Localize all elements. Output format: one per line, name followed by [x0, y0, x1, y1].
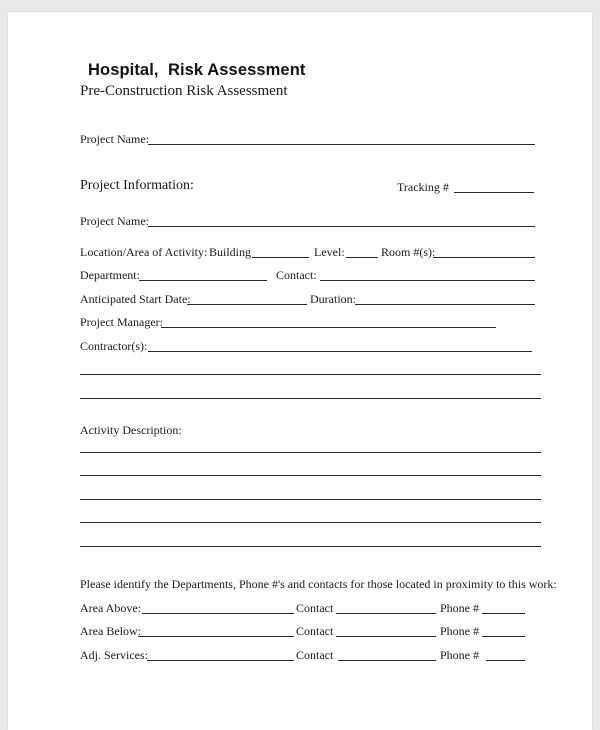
- activity-description-label: Activity Description:: [80, 423, 182, 437]
- building-label: Building: [209, 245, 252, 259]
- contact-blank[interactable]: [320, 280, 535, 281]
- project-name-label-2: Project Name:: [80, 214, 149, 228]
- proximity-contact-label: Contact: [296, 601, 334, 615]
- proximity-department-blank[interactable]: [147, 660, 294, 661]
- contractors-blank[interactable]: [148, 351, 532, 352]
- contractors-blank-extra[interactable]: [80, 374, 541, 375]
- contractors-blank-extra[interactable]: [80, 398, 541, 399]
- department-label: Department:: [80, 268, 140, 282]
- contact-label: Contact:: [276, 268, 317, 282]
- proximity-phone-label: Phone #: [440, 601, 479, 615]
- department-blank[interactable]: [139, 280, 267, 281]
- building-blank[interactable]: [252, 257, 309, 258]
- activity-description-blank[interactable]: [80, 452, 541, 453]
- proximity-phone-label: Phone #: [440, 648, 479, 662]
- project-name-blank-2[interactable]: [148, 226, 535, 227]
- proximity-contact-blank[interactable]: [336, 636, 436, 637]
- proximity-phone-blank[interactable]: [482, 613, 525, 614]
- proximity-contact-blank[interactable]: [336, 613, 436, 614]
- proximity-department-blank[interactable]: [138, 636, 294, 637]
- proximity-row-label: Area Below:: [80, 624, 141, 638]
- level-label: Level:: [314, 245, 345, 259]
- project-manager-label: Project Manager:: [80, 315, 163, 329]
- proximity-row-label: Adj. Services:: [80, 648, 148, 662]
- duration-label: Duration:: [310, 292, 356, 306]
- contractors-label: Contractor(s):: [80, 339, 148, 353]
- room-label: Room #(s):: [381, 245, 436, 259]
- proximity-phone-blank[interactable]: [486, 660, 525, 661]
- proximity-department-blank[interactable]: [142, 613, 294, 614]
- level-blank[interactable]: [346, 257, 378, 258]
- project-manager-blank[interactable]: [161, 327, 496, 328]
- start-date-blank[interactable]: [187, 304, 307, 305]
- proximity-row-label: Area Above:: [80, 601, 141, 615]
- project-name-label: Project Name:: [80, 132, 149, 146]
- document-title: Hospital, Risk Assessment: [88, 61, 306, 79]
- proximity-contact-blank[interactable]: [338, 660, 436, 661]
- room-blank[interactable]: [433, 257, 535, 258]
- proximity-contact-label: Contact: [296, 648, 334, 662]
- tracking-blank[interactable]: [454, 192, 534, 193]
- proximity-instruction: Please identify the Departments, Phone #'s and contacts for those located in proximity to this work:: [80, 577, 557, 591]
- start-date-label: Anticipated Start Date:: [80, 292, 191, 306]
- project-information-heading: Project Information:: [80, 178, 194, 193]
- activity-description-blank[interactable]: [80, 546, 541, 547]
- tracking-label: Tracking #: [397, 180, 449, 194]
- duration-blank[interactable]: [355, 304, 535, 305]
- activity-description-blank[interactable]: [80, 475, 541, 476]
- document-page: [8, 12, 592, 730]
- proximity-contact-label: Contact: [296, 624, 334, 638]
- activity-description-blank[interactable]: [80, 522, 541, 523]
- activity-description-blank[interactable]: [80, 499, 541, 500]
- proximity-phone-label: Phone #: [440, 624, 479, 638]
- project-name-blank[interactable]: [148, 144, 535, 145]
- document-subtitle: Pre-Construction Risk Assessment: [80, 83, 288, 99]
- location-area-label: Location/Area of Activity:: [80, 245, 208, 259]
- proximity-phone-blank[interactable]: [482, 636, 525, 637]
